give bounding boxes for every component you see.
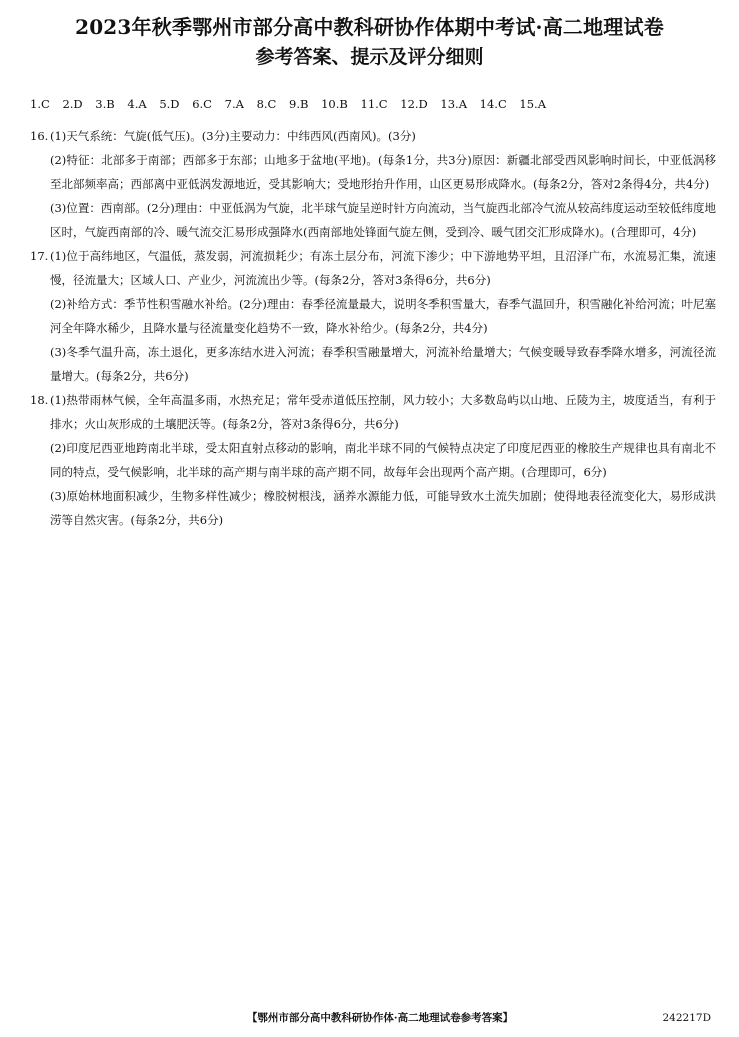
question-number: 16. [30, 129, 49, 143]
answer-item: 1.C [30, 97, 50, 111]
multiple-choice-answers [30, 96, 555, 112]
q17-part2: (2)补给方式：季节性积雪融水补给。(2分)理由：春季径流量最大，说明冬季积雪量大，春季气温回升，积雪融化补给河流；叶尼塞河全年降水稀少，且降水量与径流量变化趋势不一致，降水补给少。(每条2分，共4分) [50, 297, 716, 335]
answer-item: 5.D [159, 97, 180, 111]
answer-item: 9.B [289, 97, 309, 111]
answer-item: 13.A [440, 97, 468, 111]
answer-item: 3.B [95, 97, 115, 111]
answer-item: 8.C [256, 97, 277, 111]
page-title: 2023年秋季鄂州市部分高中教科研协作体期中考试·高二地理试卷 [75, 15, 664, 39]
q17-part3: (3)冬季气温升高，冻土退化，更多冻结水进入河流；春季积雪融量增大，河流补给量增大；气候变暖导致春季降水增多，河流径流量增大。(每条2分，共6分) [50, 345, 716, 383]
q16-part2: (2)特征：北部多于南部；西部多于东部；山地多于盆地(平地)。(每条1分，共3分)原因：新疆北部受西风影响时间长，中亚低涡移至北部频率高；西部离中亚低涡发源地近，受其影响大；受地形抬升作用，山区更易形成降水。(每条2分，答对2条得4分，共4分) [50, 153, 716, 191]
answer-item: 12.D [400, 97, 428, 111]
footer-code: 242217D [662, 1012, 711, 1024]
question-16 [30, 124, 716, 148]
q17-part1: (1)位于高纬地区，气温低，蒸发弱，河流损耗少；有冻土层分布，河流下渗少；中下游地势平坦，且沼泽广布，水流易汇集，流速慢，径流量大；区域人口、产业少，河流流出少等。(每条2分，答对3条得6分，共6分) [50, 249, 716, 287]
q16-part1: (1)天气系统：气旋(低气压)。(3分)主要动力：中纬西风(西南风)。(3分) [50, 129, 416, 143]
page-subtitle: 参考答案、提示及评分细则 [255, 46, 484, 68]
footer-title: 【鄂州市部分高中教科研协作体·高二地理试卷参考答案】 [246, 1012, 514, 1024]
q18-part3: (3)原始林地面积减少，生物多样性减少；橡胶树根浅，涵养水源能力低，可能导致水土流失加剧；使得地表径流变化大，易形成洪涝等自然灾害。(每条2分，共6分) [50, 489, 716, 527]
question-18 [30, 388, 716, 436]
answer-content [30, 124, 716, 532]
answer-item: 10.B [321, 97, 348, 111]
question-number: 18. [30, 393, 49, 407]
answer-item: 14.C [479, 97, 507, 111]
answer-item: 2.D [62, 97, 83, 111]
answer-item: 7.A [224, 97, 244, 111]
question-17 [30, 244, 716, 292]
answer-item: 6.C [192, 97, 212, 111]
q18-part1: (1)热带雨林气候，全年高温多雨，水热充足；常年受赤道低压控制，风力较小；大多数岛屿以山地、丘陵为主，坡度适当，有利于排水；火山灰形成的土壤肥沃等。(每条2分，答对3条得6分，共6分) [50, 393, 716, 431]
q16-part3: (3)位置：西南部。(2分)理由：中亚低涡为气旋，北半球气旋呈逆时针方向流动，当气旋西北部冷气流从较高纬度运动至较低纬度地区时，气旋西南部的冷、暖气流交汇易形成强降水(西南部地处锋面气旋左侧，受到冷、暖气团交汇形成降水)。(合理即可，4分) [50, 201, 716, 239]
answer-item: 15.A [519, 97, 547, 111]
answer-item: 11.C [360, 97, 388, 111]
question-number: 17. [30, 249, 49, 263]
q18-part2: (2)印度尼西亚地跨南北半球，受太阳直射点移动的影响，南北半球不同的气候特点决定了印度尼西亚的橡胶生产规律也具有南北不同的特点，受气候影响，北半球的高产期与南半球的高产期不同，故每年会出现两个高产期。(合理即可，6分) [50, 441, 716, 479]
answer-item: 4.A [127, 97, 147, 111]
